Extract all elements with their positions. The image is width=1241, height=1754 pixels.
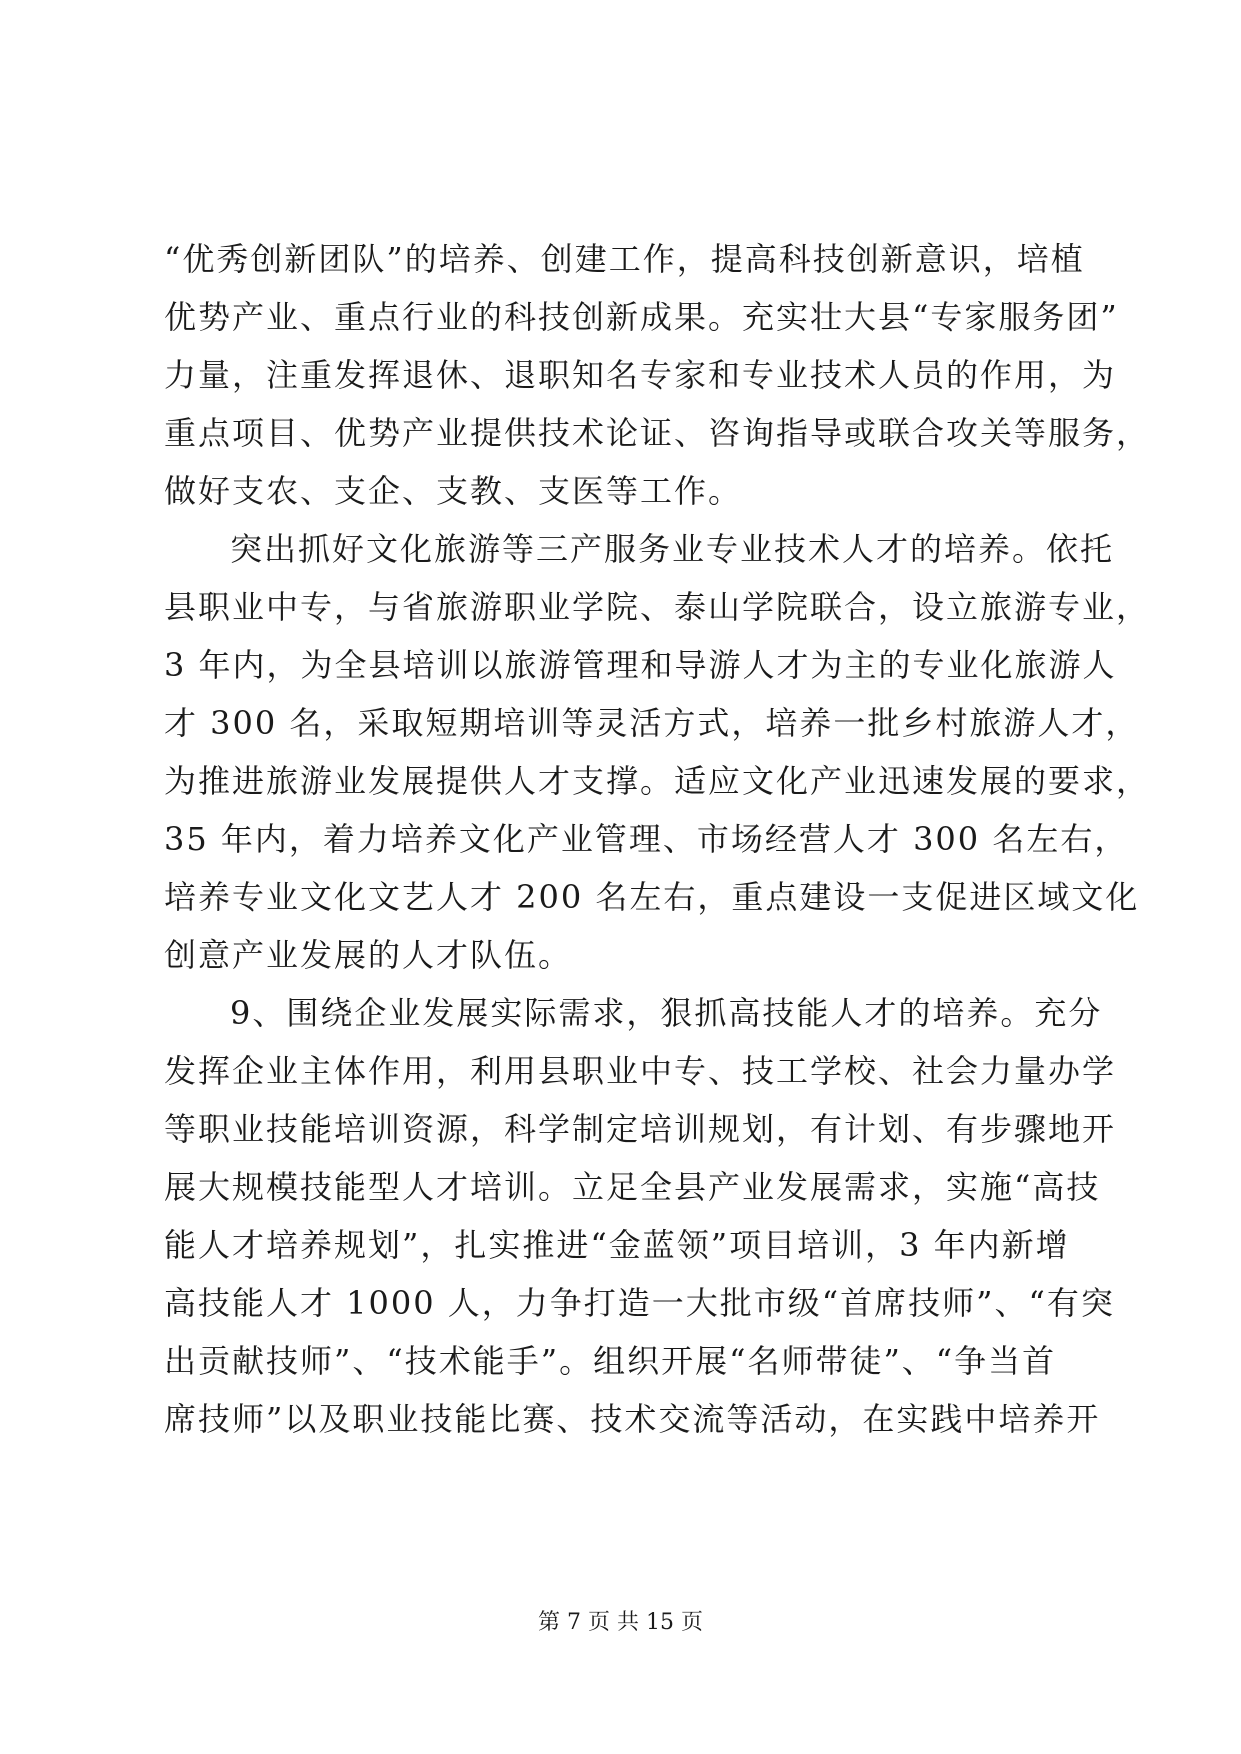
text-line: 高技能人才 1000 人，力争打造一大批市级“首席技师”、“有突	[164, 1284, 1115, 1322]
text-line: 展大规模技能型人才培训。立足全县产业发展需求，实施“高技	[164, 1168, 1101, 1206]
text-line: 发挥企业主体作用，利用县职业中专、技工学校、社会力量办学	[164, 1052, 1117, 1090]
text-line: 能人才培养规划”，扎实推进“金蓝领”项目培训，3 年内新增	[164, 1226, 1070, 1264]
text-line: 县职业中专，与省旅游职业学院、泰山学院联合，设立旅游专业，	[164, 588, 1151, 626]
body-text	[164, 230, 1151, 1448]
text-line: 为推进旅游业发展提供人才支撑。适应文化产业迅速发展的要求，	[164, 762, 1151, 800]
paragraph-start-line: 突出抓好文化旅游等三产服务业专业技术人才的培养。依托	[230, 530, 1115, 568]
text-line: 等职业技能培训资源，科学制定培训规划，有计划、有步骤地开	[164, 1110, 1117, 1148]
text-line: 3 年内，为全县培训以旅游管理和导游人才为主的专业化旅游人	[164, 646, 1117, 684]
text-line: 出贡献技师”、“技术能手”。组织开展“名师带徒”、“争当首	[164, 1342, 1057, 1380]
text-line: 力量，注重发挥退休、退职知名专家和专业技术人员的作用，为	[164, 356, 1117, 394]
text-line: 创意产业发展的人才队伍。	[164, 936, 573, 974]
text-line: 才 300 名，采取短期培训等灵活方式，培养一批乡村旅游人才，	[164, 704, 1140, 742]
text-line: 35 年内，着力培养文化产业管理、市场经营人才 300 名左右，	[164, 820, 1129, 858]
text-line: 重点项目、优势产业提供技术论证、咨询指导或联合攻关等服务，	[164, 414, 1151, 452]
text-line: 做好支农、支企、支教、支医等工作。	[164, 472, 743, 510]
text-line: 席技师”以及职业技能比赛、技术交流等活动，在实践中培养开	[164, 1400, 1101, 1438]
page-number-footer: 第 7 页 共 15 页	[538, 1610, 703, 1635]
text-line: 培养专业文化文艺人才 200 名左右，重点建设一支促进区域文化	[164, 878, 1140, 916]
text-line: 优势产业、重点行业的科技创新成果。充实壮大县“专家服务团”	[164, 298, 1119, 336]
paragraph-start-line: 9、围绕企业发展实际需求，狠抓高技能人才的培养。充分	[230, 994, 1103, 1032]
text-line: “优秀创新团队”的培养、创建工作，提高科技创新意识，培植	[164, 240, 1085, 278]
